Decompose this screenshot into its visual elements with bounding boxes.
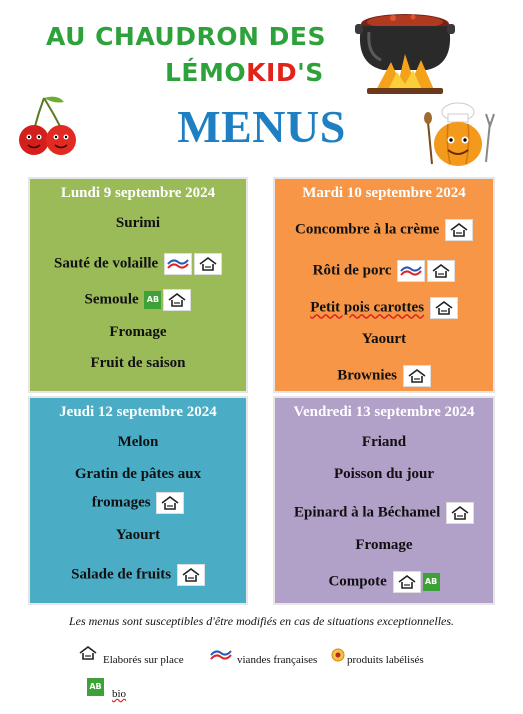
dish-item <box>275 260 493 282</box>
legend-label-elabore: Elaborés sur place <box>103 654 184 666</box>
dish-item <box>30 215 246 232</box>
dish-name: Rôti de porc <box>312 262 392 279</box>
day-card-lundi <box>30 179 246 391</box>
bio-icon: AB <box>144 291 161 309</box>
label-rouge-icon <box>331 648 345 662</box>
dish-name: Fruit de saison <box>90 355 186 371</box>
dish-name: Brownies <box>337 367 397 384</box>
day-card-mardi <box>275 179 493 391</box>
dish-name: Epinard à la Béchamel <box>293 504 441 521</box>
dish-name: Concombre à la crème <box>294 221 440 238</box>
legend-label-viandes: viandes françaises <box>237 654 318 666</box>
dish-item <box>30 527 246 544</box>
restaurant-name-line2 <box>165 58 324 87</box>
elabore-sur-place-icon <box>445 219 473 241</box>
dish-item <box>30 466 246 483</box>
dish-item <box>30 434 246 451</box>
elabore-sur-place-icon <box>403 365 431 387</box>
cauldron-illustration <box>345 4 463 96</box>
elabore-sur-place-icon <box>430 297 458 319</box>
pumpkin-chef-illustration <box>420 96 498 172</box>
dish-name: Yaourt <box>115 527 161 543</box>
dish-item <box>30 324 246 341</box>
restaurant-name-part2: KID <box>246 58 298 87</box>
dish-item <box>275 297 493 319</box>
viandes-francaises-icon <box>208 646 234 664</box>
dish-item <box>275 571 493 593</box>
legend-label-labelises: produits labélisés <box>347 654 424 666</box>
cherries-illustration <box>14 94 82 164</box>
legend-label-bio: bio <box>112 688 127 700</box>
dish-name: Friand <box>361 434 407 450</box>
viandes-francaises-icon <box>164 253 192 275</box>
dish-name: Gratin de pâtes aux <box>74 466 202 482</box>
dish-item <box>30 564 246 586</box>
dish-name: Sauté de volaille <box>54 255 159 272</box>
restaurant-name-part3: 'S <box>297 58 324 87</box>
dish-item <box>30 289 246 311</box>
day-card-jeudi <box>30 398 246 603</box>
bio-icon: AB <box>87 678 104 696</box>
dish-item <box>275 331 493 348</box>
dish-item <box>275 365 493 387</box>
dish-item <box>275 434 493 451</box>
dish-name: Fromage <box>109 324 167 340</box>
dish-item <box>275 219 493 241</box>
restaurant-name-line1: AU CHAUDRON DES <box>46 22 326 51</box>
restaurant-name-part1: LÉMO <box>165 58 247 87</box>
elabore-sur-place-icon <box>393 571 421 593</box>
dish-item <box>30 492 246 514</box>
bio-icon: AB <box>423 573 440 591</box>
elabore-sur-place-icon <box>446 502 474 524</box>
dish-item <box>30 253 246 275</box>
menus-title: MENUS <box>177 101 346 152</box>
dish-item <box>275 466 493 483</box>
disclaimer-note: Les menus sont susceptibles d'être modifiés en cas de situations exceptionnelles. <box>68 614 455 628</box>
elabore-sur-place-icon <box>194 253 222 275</box>
day-date: Mardi 10 septembre 2024 <box>302 185 466 201</box>
dish-name: fromages <box>91 494 151 511</box>
day-date: Vendredi 13 septembre 2024 <box>293 404 475 420</box>
dish-name: Melon <box>117 434 159 450</box>
elabore-sur-place-icon <box>163 289 191 311</box>
day-card-vendredi <box>275 398 493 603</box>
dish-item <box>275 537 493 554</box>
dish-name: Semoule <box>84 291 139 308</box>
viandes-francaises-icon <box>397 260 425 282</box>
elabore-sur-place-icon <box>427 260 455 282</box>
dish-name: Surimi <box>115 215 161 231</box>
dish-name: Fromage <box>355 537 413 553</box>
dish-name: Compote <box>328 573 387 590</box>
legend-item-viandes <box>208 646 234 669</box>
elabore-sur-place-icon <box>177 564 205 586</box>
dish-name: Poisson du jour <box>333 466 435 482</box>
day-date: Jeudi 12 septembre 2024 <box>59 404 217 420</box>
dish-item <box>30 355 246 372</box>
day-date: Lundi 9 septembre 2024 <box>60 185 216 201</box>
legend-item-elabore <box>78 644 98 662</box>
legend-item-bio <box>87 678 104 696</box>
dish-item <box>275 502 493 524</box>
dish-name: Salade de fruits <box>71 566 172 583</box>
dish-name: Yaourt <box>361 331 407 347</box>
elabore-sur-place-icon <box>78 645 98 661</box>
dish-name: Petit pois carottes <box>310 299 425 316</box>
elabore-sur-place-icon <box>156 492 184 514</box>
legend-item-labelises <box>331 648 345 667</box>
